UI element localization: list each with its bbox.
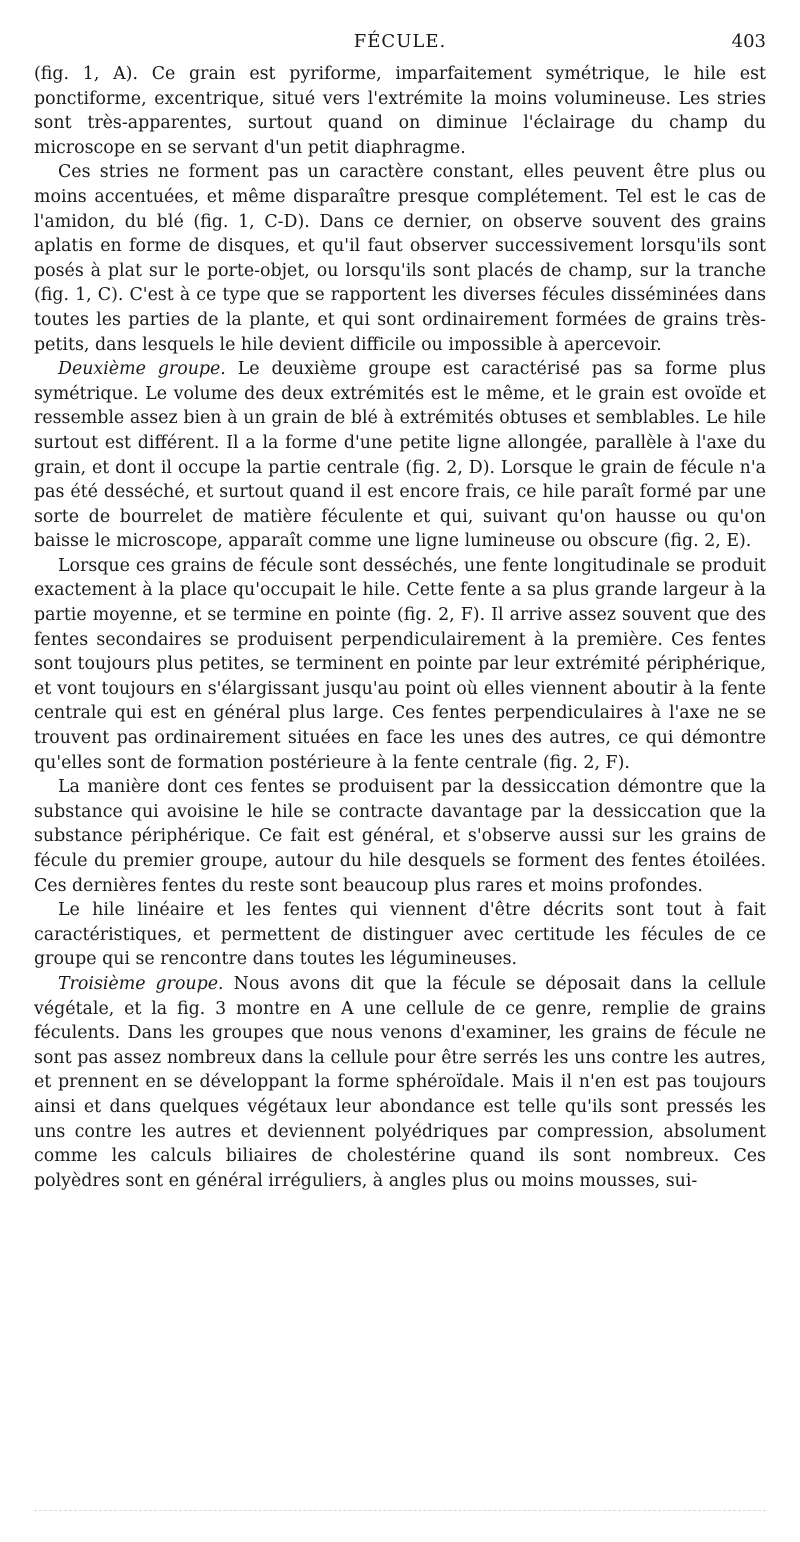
running-title: FÉCULE. <box>353 31 447 52</box>
paragraph-fentes <box>34 554 766 775</box>
section-label: Troisième groupe. <box>58 973 224 994</box>
paragraph-dessiccation <box>34 775 766 898</box>
paragraph-hile-lineaire <box>34 898 766 972</box>
paragraph-text: (fig. 1, A). Ce grain est pyriforme, imparfaitement symétrique, le hile est ponctiforme, excentrique, situé vers l'extrémite la moins volumineuse. Les stries sont très-apparentes, surtout quand on diminue l'éclairage du champ du microscope en se servant d'un petit diaphragme. <box>34 64 766 158</box>
paragraph-text: Le deuxième groupe est caractérisé pas sa forme plus symétrique. Le volume des deux extrémités est le même, et le grain est ovoïde et ressemble assez bien à un grain de blé à extrémités obtuses et semblables. Le hile surtout est différent. Il a la forme d'une petite ligne allongée, parallèle à l'axe du grain, et dont il occupe la partie centrale (fig. 2, D). Lorsque le grain de fécule n'a pas été desséché, et surtout quand il est encore frais, ce hile paraît formé par une sorte de bourrelet de matière féculente et qui, suivant qu'on hausse ou qu'on baisse le microscope, apparaît comme une ligne lumineuse ou obscure (fig. 2, E). <box>34 359 766 552</box>
running-head <box>34 28 766 56</box>
body-text <box>34 62 766 1193</box>
section-label: Deuxième groupe. <box>58 359 226 380</box>
paragraph-text: Nous avons dit que la fécule se déposait dans la cellule végétale, et la fig. 3 montre en A une cellule de ce genre, remplie de grains féculents. Dans les groupes que nous venons d'examiner, les grains de fécule ne sont pas assez nombreux dans la cellule pour être serrés les uns contre les autres, et prennent en se développant la forme sphéroïdale. Mais il n'en est pas toujours ainsi et dans quelques végétaux leur abondance est telle qu'ils sont pressés les uns contre les autres et deviennent polyédriques par compression, absolument comme les calculs biliaires de cholestérine quand ils sont nombreux. Ces polyèdres sont en général irréguliers, à angles plus ou moins mousses, sui- <box>34 973 766 1191</box>
paragraph-text: Lorsque ces grains de fécule sont desséchés, une fente longitudinale se produit exactement à la place qu'occupait le hile. Cette fente a sa plus grande largeur à la partie moyenne, et se termine en pointe (fig. 2, F). Il arrive assez souvent que des fentes secondaires se produisent perpendiculairement à la première. Ces fentes sont toujours plus petites, se terminent en pointe par leur extrémité périphérique, et vont toujours en s'élargissant jusqu'au point où elles viennent aboutir à la fente centrale qui est en général plus large. Ces fentes perpendiculaires à l'axe ne se trouvent pas ordinairement situées en face les unes des autres, ce qui démontre qu'elles sont de formation postérieure à la fente centrale (fig. 2, F). <box>34 555 766 773</box>
paragraph-troisieme-groupe <box>34 972 766 1193</box>
paragraph-text: La manière dont ces fentes se produisent par la dessiccation démontre que la substance qui avoisine le hile se contracte davantage par la dessiccation que la substance périphérique. Ce fait est général, et s'observe aussi sur les grains de fécule du premier groupe, autour du hile desquels se forment des fentes étoilées. Ces dernières fentes du reste sont beaucoup plus rares et moins profondes. <box>34 777 766 896</box>
paragraph-continuation <box>34 62 766 160</box>
page-number: 403 <box>731 31 766 52</box>
paragraph-stries <box>34 160 766 357</box>
paragraph-text: Ces stries ne forment pas un caractère constant, elles peuvent être plus ou moins accentuées, et même disparaître presque complétement. Tel est le cas de l'amidon, du blé (fig. 1, C-D). Dans ce dernier, on observe souvent des grains aplatis en forme de disques, et qu'il faut observer successivement lorsqu'ils sont posés à plat sur le porte-objet, ou lorsqu'ils sont placés de champ, sur la tranche (fig. 1, C). C'est à ce type que se rapportent les diverses fécules disséminées dans toutes les parties de la plante, et qui sont ordinairement formées de grains très-petits, dans lesquels le hile devient difficile ou impossible à apercevoir. <box>34 162 766 355</box>
paragraph-text: Le hile linéaire et les fentes qui viennent d'être décrits sont tout à fait caractéristiques, et permettent de distinguer avec certitude les fécules de ce groupe qui se rencontre dans toutes les légumineuses. <box>34 900 766 970</box>
bottom-rule <box>34 1510 766 1511</box>
paragraph-deuxieme-groupe <box>34 357 766 554</box>
